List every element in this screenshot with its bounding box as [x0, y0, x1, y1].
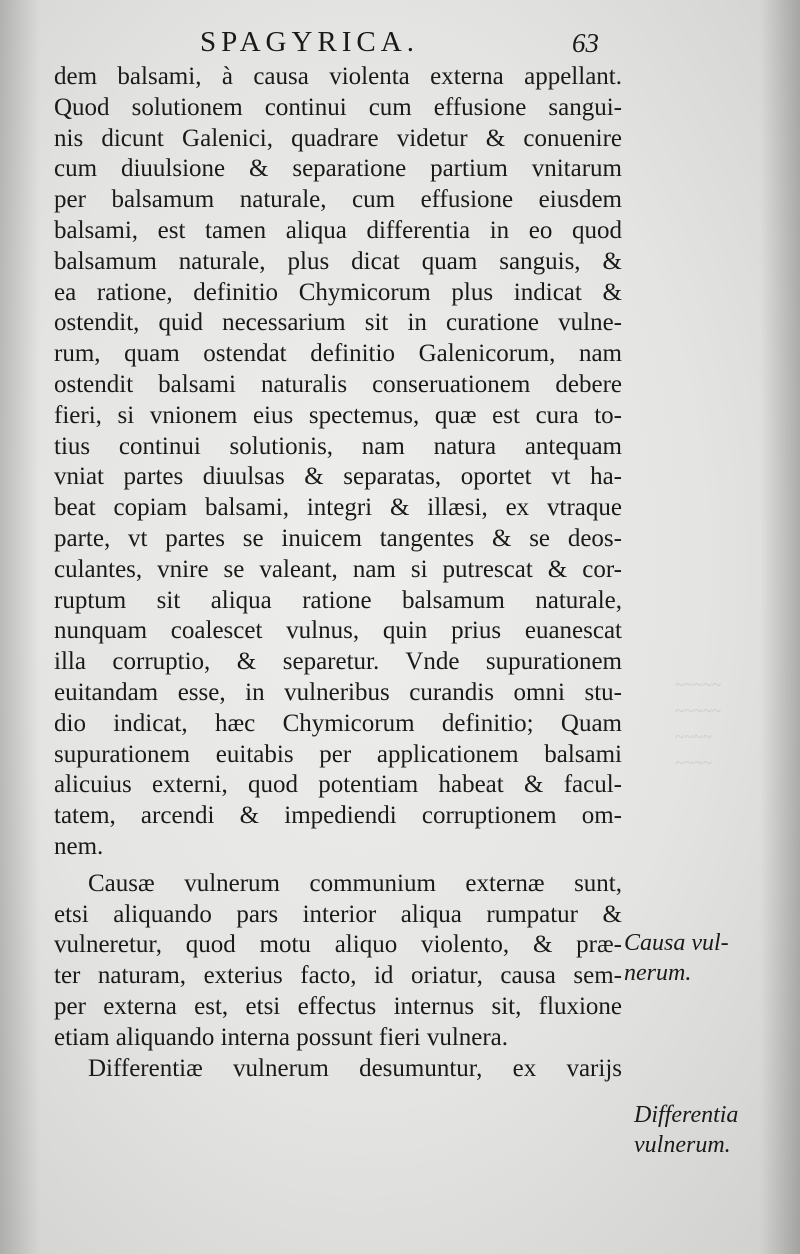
text-line: nis dicunt Galenici, quadrare videtur & conuenire [54, 124, 622, 152]
text-line: tatem, arcendi & impediendi corruptionem om- [54, 802, 622, 830]
text-line: vniat partes diuulsas & separatas, oportet vt ha- [54, 463, 622, 491]
page-number: 63 [572, 28, 599, 58]
margin-note-line: Differentia [634, 1102, 739, 1128]
text-line: rum, quam ostendat definitio Galenicorum, nam [54, 340, 622, 368]
text-line: ostendit balsami naturalis conseruationem debere [54, 370, 622, 398]
margin-note-causa-vulnerum [624, 928, 729, 988]
text-line: cum diuulsione & separatione partium vnitarum [54, 155, 622, 183]
text-line: ruptum sit aliqua ratione balsamum naturale, [54, 586, 622, 614]
margin-note-line: nerum. [624, 960, 692, 986]
margin-note-line: vulnerum. [634, 1132, 731, 1158]
text-line: ter naturam, exterius facto, id oriatur, causa sem- [54, 962, 622, 990]
margin-note-differentia-vulnerum [634, 1100, 738, 1160]
text-line: per externa est, etsi effectus internus sit, fluxione [54, 992, 622, 1020]
text-line: tius continui solutionis, nam natura antequam [54, 432, 622, 460]
margin-note-line: Causa vul- [624, 930, 729, 956]
text-line: balsamum naturale, plus dicat quam sanguis, & [54, 247, 622, 275]
text-line: per balsamum naturale, cum effusione eiusdem [54, 186, 622, 214]
text-line: parte, vt partes se inuicem tangentes & se deos- [54, 524, 622, 552]
text-line: Quod solutionem continui cum effusione sangui- [54, 93, 622, 121]
text-line: nem. [54, 832, 104, 860]
main-text-block [54, 62, 622, 1084]
paragraph-start-line: Causæ vulnerum communium externæ sunt, [88, 869, 622, 897]
text-line: vulneretur, quod motu aliquo violento, & præ- [54, 931, 622, 959]
text-line: etiam aliquando interna possunt fieri vulnera. [54, 1023, 509, 1051]
text-line: dem balsami, à causa violenta externa appellant. [54, 63, 622, 90]
running-title: SPAGYRICA. [200, 26, 419, 58]
text-line: balsami, est tamen aliqua differentia in eo quod [54, 216, 622, 244]
text-line: supurationem euitabis per applicationem balsami [54, 740, 622, 768]
text-line: fieri, si vnionem eius spectemus, quæ est cura to- [54, 401, 622, 429]
paragraph-start-line: Differentiæ vulnerum desumuntur, ex varijs [88, 1054, 622, 1082]
right-edge-shadow [760, 0, 800, 1254]
text-line: dio indicat, hæc Chymicorum definitio; Quam [54, 709, 622, 737]
text-line: alicuius externi, quod potentiam habeat & facul- [54, 771, 622, 799]
text-line: euitandam esse, in vulneribus curandis omni stu- [54, 678, 622, 706]
text-line: ea ratione, definitio Chymicorum plus indicat & [54, 278, 622, 306]
text-line: culantes, vnire se valeant, nam si putrescat & cor- [54, 555, 622, 583]
text-line: beat copiam balsami, integri & illæsi, ex vtraque [54, 494, 622, 522]
show-through-text: ~~~~~ ~~~~~ ~~~~ ~~~~ [675, 675, 721, 772]
text-line: nunquam coalescet vulnus, quin prius euanescat [54, 617, 622, 645]
left-edge-shadow [0, 0, 40, 1254]
text-line: illa corruptio, & separetur. Vnde supurationem [54, 648, 622, 676]
text-line: ostendit, quid necessarium sit in curatione vulne- [54, 309, 622, 337]
text-line: etsi aliquando pars interior aliqua rumpatur & [54, 900, 622, 928]
